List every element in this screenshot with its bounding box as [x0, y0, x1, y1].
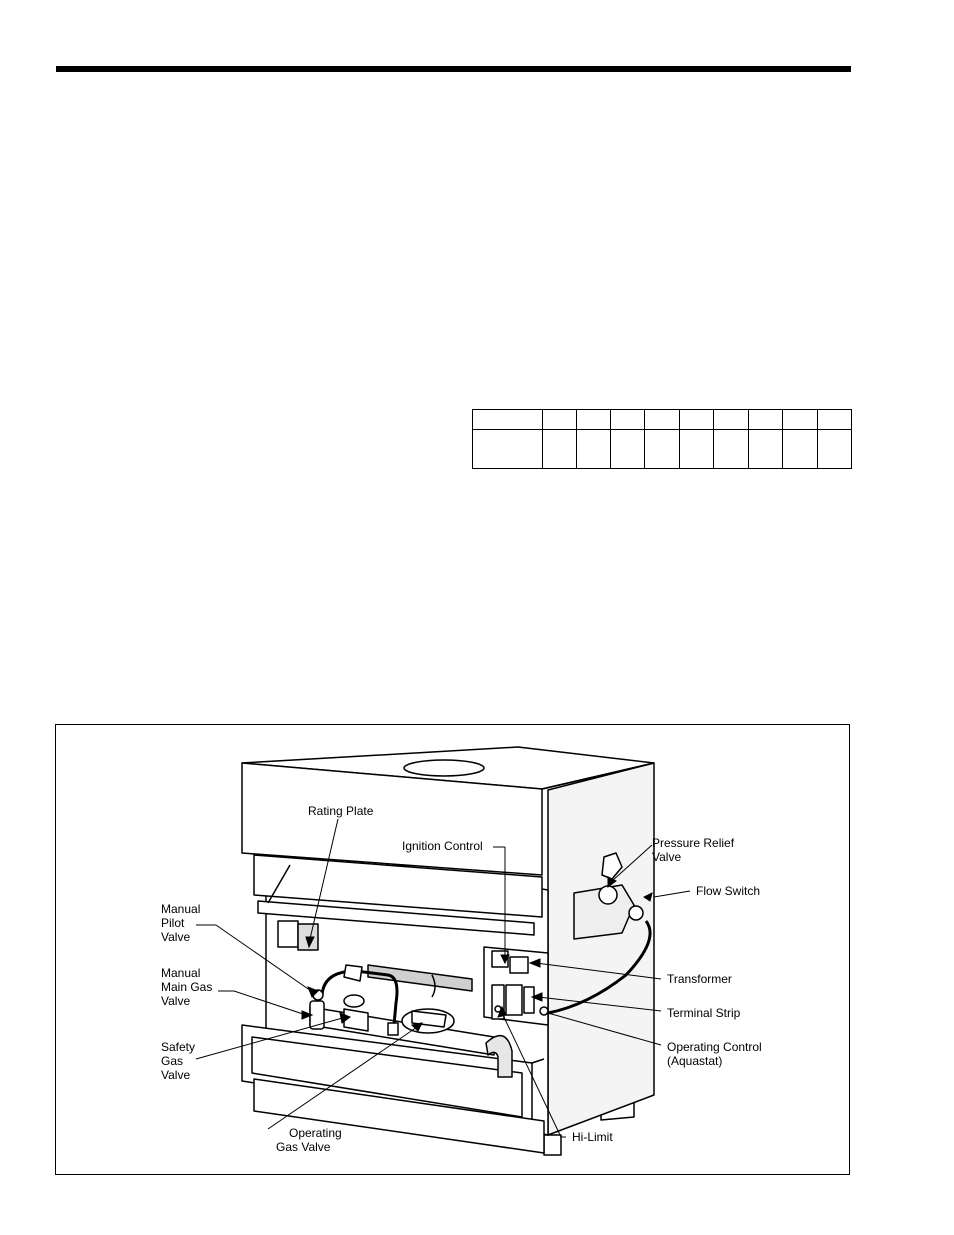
label-manual-pilot-2: Pilot: [161, 916, 185, 930]
table-cell: [783, 410, 818, 430]
boiler-diagram: [56, 725, 851, 1176]
label-operating-gas-1: Operating: [289, 1126, 342, 1140]
table-cell: [577, 430, 611, 469]
label-manual-main-3: Valve: [161, 994, 191, 1008]
label-manual-pilot-1: Manual: [161, 902, 201, 916]
table-cell: [645, 410, 680, 430]
label-terminal-strip: Terminal Strip: [667, 1006, 741, 1020]
table-cell: [473, 430, 543, 469]
table-cell: [818, 430, 852, 469]
label-flow-switch: Flow Switch: [696, 884, 761, 898]
label-manual-main-2: Main Gas: [161, 980, 213, 994]
table-cell: [543, 410, 577, 430]
label-operating-control-1: Operating Control: [667, 1040, 762, 1054]
label-safety-1: Safety: [161, 1040, 196, 1054]
table-cell: [645, 430, 680, 469]
table-cell: [577, 410, 611, 430]
table-cell: [611, 430, 645, 469]
table-cell: [611, 410, 645, 430]
table-row: [473, 410, 852, 430]
table-cell: [680, 410, 714, 430]
label-safety-2: Gas: [161, 1054, 184, 1068]
label-ignition-control: Ignition Control: [402, 839, 483, 853]
label-manual-main-1: Manual: [161, 966, 201, 980]
table-cell: [749, 430, 783, 469]
label-pressure-relief-2: Valve: [652, 850, 682, 864]
table-cell: [818, 410, 852, 430]
spec-table: [472, 409, 852, 469]
label-rating-plate: Rating Plate: [308, 804, 374, 818]
label-pressure-relief-1: Pressure Relief: [652, 836, 735, 850]
table-row: [473, 430, 852, 469]
label-operating-gas-2: Gas Valve: [276, 1140, 331, 1154]
table-cell: [714, 410, 749, 430]
table-cell: [473, 410, 543, 430]
label-manual-pilot-3: Valve: [161, 930, 191, 944]
boiler-figure: [55, 724, 850, 1175]
table-cell: [680, 430, 714, 469]
header-rule: [56, 66, 851, 72]
label-hi-limit: Hi-Limit: [572, 1130, 613, 1144]
table-cell: [783, 430, 818, 469]
label-safety-3: Valve: [161, 1068, 191, 1082]
label-operating-control-2: (Aquastat): [667, 1054, 723, 1068]
label-transformer: Transformer: [667, 972, 732, 986]
boiler-drawing: [242, 747, 654, 1155]
table-cell: [749, 410, 783, 430]
table-cell: [543, 430, 577, 469]
table-cell: [714, 430, 749, 469]
